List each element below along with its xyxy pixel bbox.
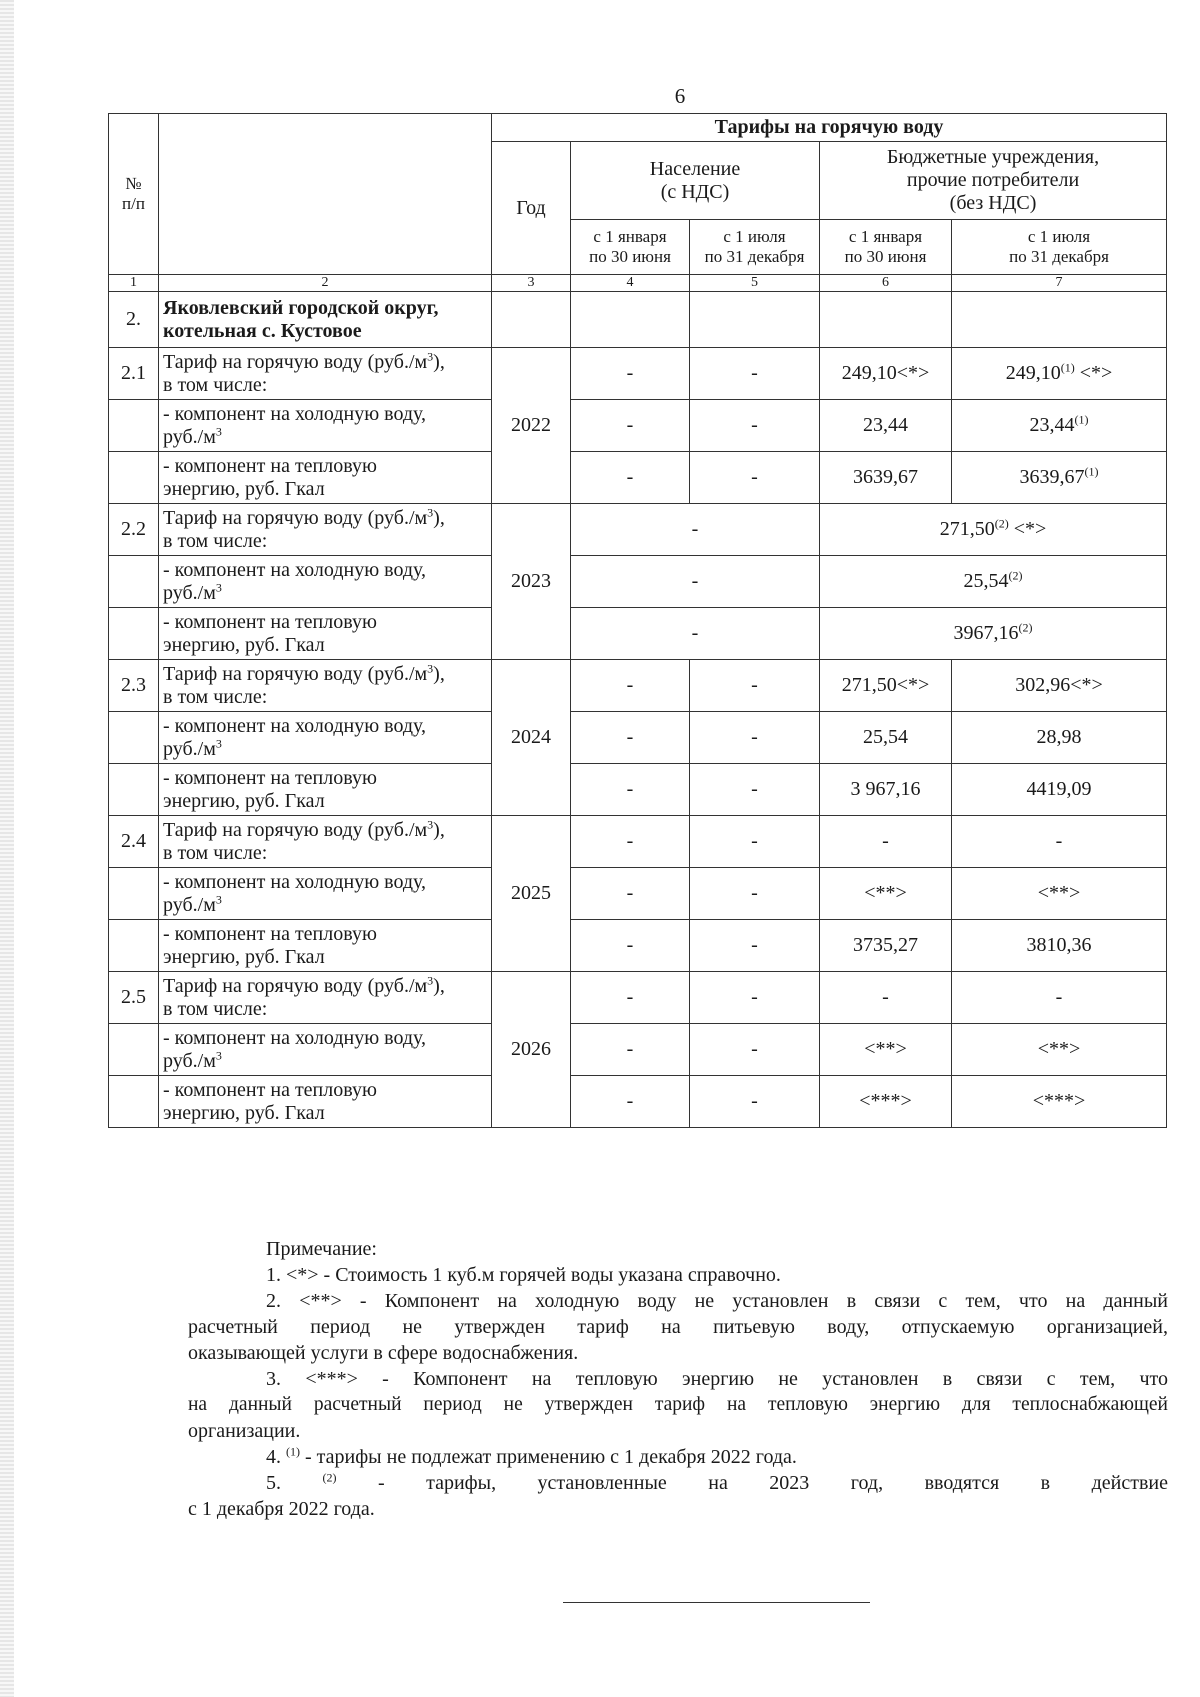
value-cell: - <box>820 816 952 868</box>
row-label: - компонент на холодную воду, $руб./м^3$ <box>159 1024 492 1076</box>
row-label: - компонент на холодную воду, $руб./м^3$ <box>159 868 492 920</box>
table-row <box>109 660 1167 712</box>
header-period-pop-1 <box>571 220 690 275</box>
table-row <box>109 452 1167 504</box>
value-cell: - <box>571 712 690 764</box>
value-cell: $271,50^{(2)}$ <*> <box>820 504 1167 556</box>
section-num: 2. <box>109 292 159 348</box>
table-row <box>109 816 1167 868</box>
value-cell: - <box>952 972 1167 1024</box>
value-cell: <**> <box>820 1024 952 1076</box>
value-cell: - <box>690 660 820 712</box>
value-cell: 249,10<*> <box>820 348 952 400</box>
row-label: - компонент на тепловую энергию, руб. Гкал <box>159 608 492 660</box>
page-number: 6 <box>674 84 686 108</box>
value-cell: 302,96<*> <box>952 660 1167 712</box>
value-cell: - <box>820 972 952 1024</box>
value-cell: 4419,09 <box>952 764 1167 816</box>
notes-block <box>188 1236 1168 1522</box>
table-row <box>109 868 1167 920</box>
value-cell: - <box>571 868 690 920</box>
value-cell: <**> <box>952 868 1167 920</box>
value-cell: - <box>571 504 820 556</box>
value-cell: - <box>690 400 820 452</box>
row-label: - компонент на тепловую энергию, руб. Гкал <box>159 764 492 816</box>
col-num: 1 <box>109 275 159 292</box>
row-year: 2025 <box>492 816 571 972</box>
value-cell: - <box>571 400 690 452</box>
value-cell: <**> <box>820 868 952 920</box>
value-cell: <***> <box>820 1076 952 1128</box>
scan-edge <box>0 0 14 1697</box>
note-3-line2: на данный расчетный период не утвержден тариф на тепловую энергию для теплоснабжающей <box>188 1394 1168 1415</box>
row-label: Тариф на горячую воду $(руб./м^3)$, в том числе: <box>159 504 492 556</box>
value-cell: - <box>690 920 820 972</box>
row-year: 2026 <box>492 972 571 1128</box>
row-num: 2.3 <box>109 660 159 712</box>
col-num: 3 <box>492 275 571 292</box>
table-row <box>109 972 1167 1024</box>
value-cell: - <box>571 920 690 972</box>
header-year: Год <box>492 142 571 275</box>
period-label: по 30 июня <box>844 247 927 266</box>
closing-line <box>563 1602 870 1603</box>
table-row <box>109 1076 1167 1128</box>
row-label: Тариф на горячую воду $(руб./м^3)$, в том числе: <box>159 660 492 712</box>
value-cell: 25,54 <box>820 712 952 764</box>
value-cell: 23,44 <box>820 400 952 452</box>
row-num: 2.4 <box>109 816 159 868</box>
value-cell: - <box>571 1076 690 1128</box>
row-label: - компонент на тепловую энергию, руб. Гкал <box>159 1076 492 1128</box>
note-2-line1: 2. <**> - Компонент на холодную воду не установлен в связи с тем, что на данный <box>266 1290 1168 1312</box>
row-label: - компонент на тепловую энергию, руб. Гкал <box>159 452 492 504</box>
value-cell: - <box>571 608 820 660</box>
col-num: 6 <box>820 275 952 292</box>
col-num: 4 <box>571 275 690 292</box>
value-cell: - <box>571 816 690 868</box>
note-5-line1: 5. $^{(2)}$ - тарифы, установленные на 2023 год, вводятся в действие <box>266 1470 1168 1494</box>
note-4: 4. $^{(1)}$ - тарифы не подлежат применению с 1 декабря 2022 года. <box>266 1444 797 1468</box>
row-label: - компонент на холодную воду, $руб./м^3$ <box>159 712 492 764</box>
col-num: 7 <box>952 275 1167 292</box>
row-year: 2024 <box>492 660 571 816</box>
value-cell: 3967,16$^{(2)}$ <box>820 608 1167 660</box>
value-cell: - <box>571 1024 690 1076</box>
value-cell: - <box>690 348 820 400</box>
row-label: - компонент на холодную воду, $руб./м^3$ <box>159 400 492 452</box>
note-1: 1. <*> - Стоимость 1 куб.м горячей воды указана справочно. <box>266 1264 781 1286</box>
value-cell: <***> <box>952 1076 1167 1128</box>
period-label: с 1 января <box>848 227 923 247</box>
section-title-line2: котельная с. Кустовое <box>163 319 362 342</box>
value-cell: - <box>690 1024 820 1076</box>
table-row <box>109 348 1167 400</box>
row-year: 2022 <box>492 348 571 504</box>
table-row <box>109 920 1167 972</box>
period-label: по 31 декабря <box>1009 247 1109 266</box>
value-cell: 25,54$^{(2)}$ <box>820 556 1167 608</box>
value-cell: - <box>690 972 820 1024</box>
table-row <box>109 1024 1167 1076</box>
note-5-line2: с 1 декабря 2022 года. <box>188 1498 375 1520</box>
header-population <box>571 142 820 220</box>
header-num-label: № <box>125 174 142 194</box>
value-cell: - <box>571 972 690 1024</box>
value-cell: 23,44$^{(1)}$ <box>952 400 1167 452</box>
tariff-table <box>108 113 1167 1128</box>
header-tariffs-title: Тарифы на горячую воду <box>492 114 1167 142</box>
value-cell: - <box>690 712 820 764</box>
note-2-line3: оказывающей услуги в сфере водоснабжения. <box>188 1342 579 1364</box>
value-cell: - <box>571 556 820 608</box>
table-row <box>109 504 1167 556</box>
header-budget-line2: прочие потребители <box>906 169 1080 191</box>
value-cell: - <box>571 660 690 712</box>
value-cell: 3 967,16 <box>820 764 952 816</box>
row-num: 2.1 <box>109 348 159 400</box>
period-label: с 1 января <box>593 227 667 247</box>
header-period-pop-2 <box>690 220 820 275</box>
value-cell: - <box>690 816 820 868</box>
note-2-line2: расчетный период не утвержден тариф на питьевую воду, отпускаемую организацией, <box>188 1316 1168 1338</box>
row-num: 2.5 <box>109 972 159 1024</box>
header-num-cell <box>109 114 159 275</box>
header-budget <box>820 142 1167 220</box>
section-title <box>159 292 492 348</box>
table-row <box>109 764 1167 816</box>
col-num: 5 <box>690 275 820 292</box>
table-row <box>109 400 1167 452</box>
header-name-cell <box>159 114 492 275</box>
note-3-line3: организации. <box>188 1420 301 1442</box>
value-cell: - <box>571 348 690 400</box>
row-label: Тариф на горячую воду $(руб./м^3)$, в том числе: <box>159 816 492 868</box>
period-label: по 30 июня <box>589 247 671 266</box>
value-cell: - <box>690 1076 820 1128</box>
table-row <box>109 556 1167 608</box>
header-budget-line1: Бюджетные учреждения, <box>886 146 1100 168</box>
row-label: Тариф на горячую воду $(руб./м^3)$, в том числе: <box>159 972 492 1024</box>
value-cell: - <box>571 764 690 816</box>
table-row <box>109 608 1167 660</box>
header-num-sub: п/п <box>122 194 145 213</box>
col-num: 2 <box>159 275 492 292</box>
note-3-line1: 3. <***> - Компонент на тепловую энергию не установлен в связи с тем, что <box>266 1368 1168 1390</box>
row-label: Тариф на горячую воду $(руб./м^3)$, в том числе: <box>159 348 492 400</box>
value-cell: $249,10^{(1)}$ <*> <box>952 348 1167 400</box>
value-cell: 271,50<*> <box>820 660 952 712</box>
row-label: - компонент на тепловую энергию, руб. Гкал <box>159 920 492 972</box>
value-cell: 3810,36 <box>952 920 1167 972</box>
header-population-line2: (с НДС) <box>660 180 730 203</box>
row-label: - компонент на холодную воду, $руб./м^3$ <box>159 556 492 608</box>
header-period-bud-1 <box>820 220 952 275</box>
section-title-line1: Яковлевский городской округ, <box>163 296 439 319</box>
value-cell: 3735,27 <box>820 920 952 972</box>
value-cell: 3639,67$^{(1)}$ <box>952 452 1167 504</box>
value-cell: <**> <box>952 1024 1167 1076</box>
value-cell: 3639,67 <box>820 452 952 504</box>
period-label: с 1 июля <box>723 227 786 247</box>
column-number-row <box>109 275 1167 292</box>
row-num: 2.2 <box>109 504 159 556</box>
header-population-line1: Население <box>649 157 741 180</box>
value-cell: - <box>690 868 820 920</box>
value-cell: 28,98 <box>952 712 1167 764</box>
header-budget-line3: (без НДС) <box>949 192 1037 214</box>
period-label: по 31 декабря <box>704 247 805 266</box>
table-row <box>109 712 1167 764</box>
value-cell: - <box>690 764 820 816</box>
header-period-bud-2 <box>952 220 1167 275</box>
value-cell: - <box>690 452 820 504</box>
value-cell: - <box>571 452 690 504</box>
section-row <box>109 292 1167 348</box>
value-cell: - <box>952 816 1167 868</box>
period-label: с 1 июля <box>1027 227 1091 247</box>
row-year: 2023 <box>492 504 571 660</box>
notes-title: Примечание: <box>266 1238 377 1260</box>
